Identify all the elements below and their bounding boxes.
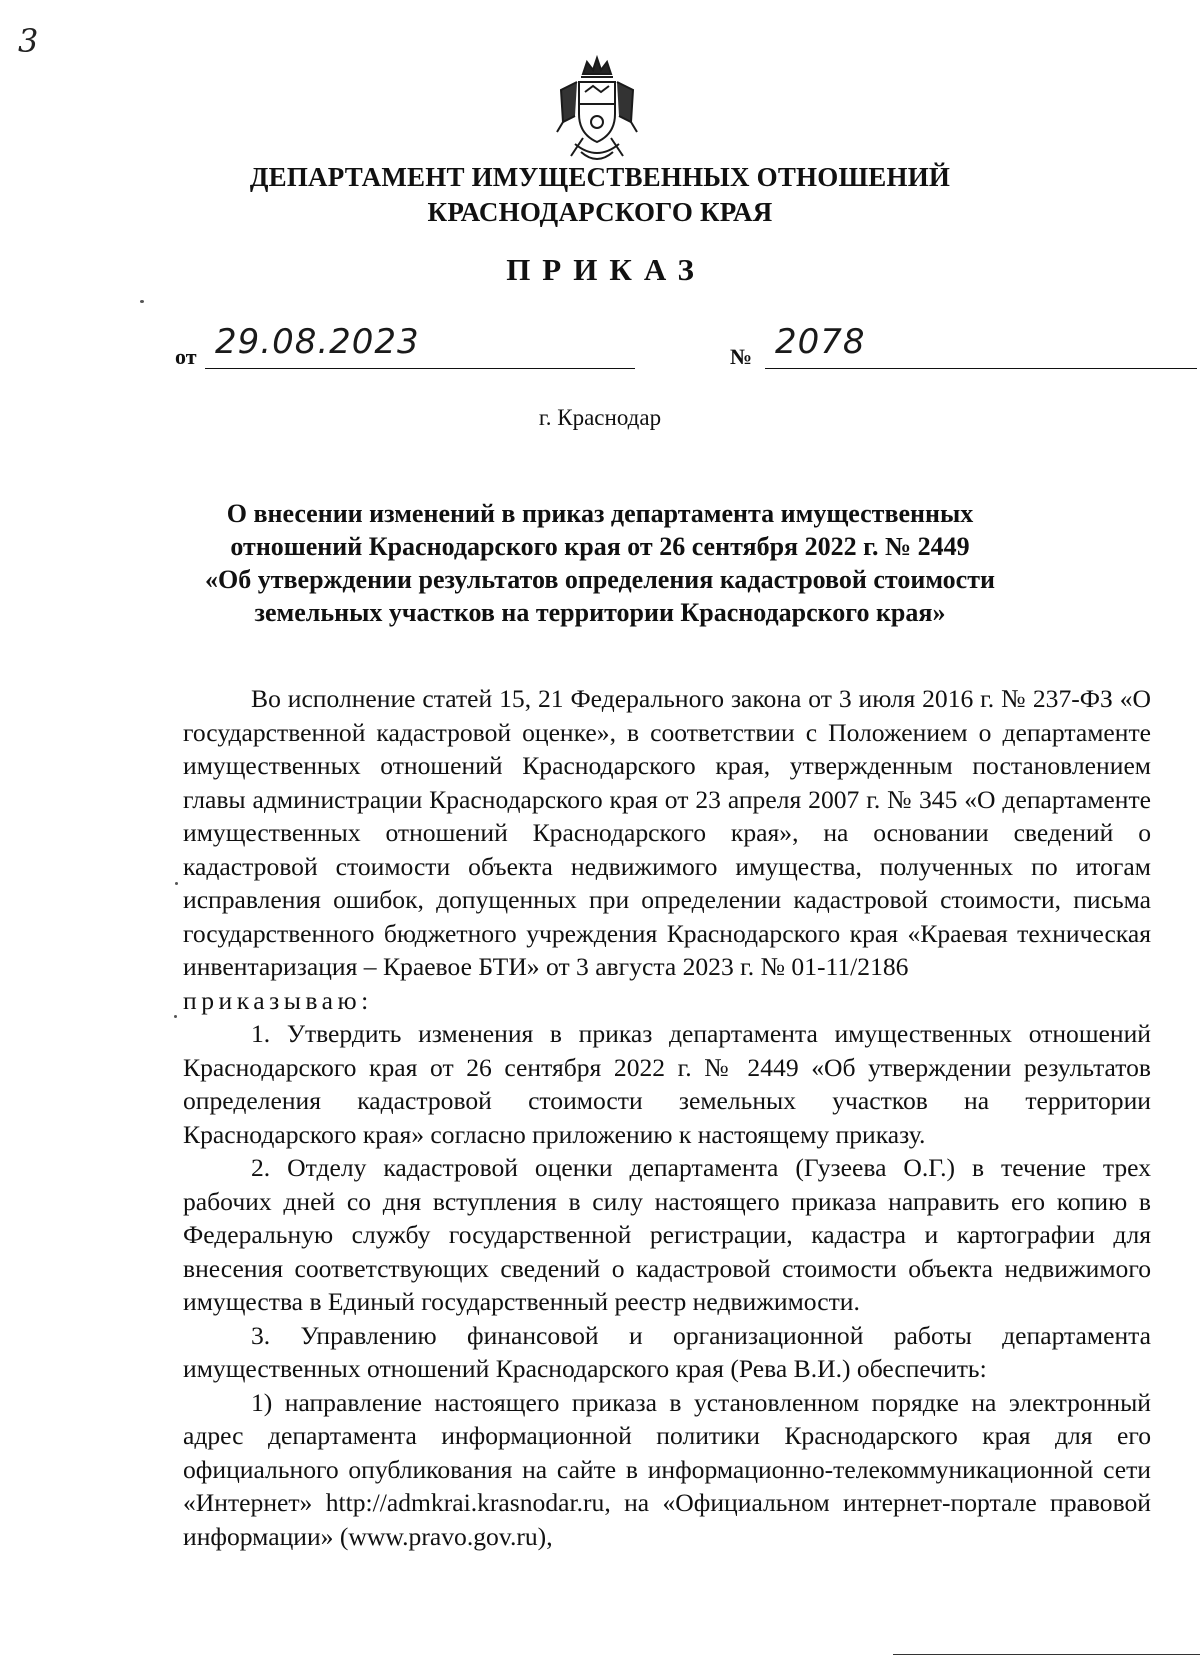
document-type-title: ПРИКАЗ (506, 252, 706, 287)
registration-row (175, 318, 1025, 370)
date-value-handwritten: 29.08.2023 (215, 322, 420, 362)
bottom-edge-line (893, 1654, 1200, 1655)
city-line: г. Краснодар (538, 405, 662, 430)
scan-speck (140, 300, 144, 303)
department-heading (0, 160, 1200, 230)
document-body (183, 682, 1151, 1553)
number-value-handwritten: 2078 (775, 322, 866, 362)
subject-heading (0, 497, 1200, 629)
subject-line-3: «Об утверждении результатов определения кадастровой стоимости (205, 565, 995, 594)
subject-line-4: земельных участков на территории Краснодарского края» (254, 598, 946, 627)
number-underline (765, 368, 1197, 369)
order-item-3-1: 1) направление настоящего приказа в установленном порядке на электронный адрес департамента информационной политики Краснодарского края для его официального опубликования на сайте в информационно-телекоммуникационной сети «Интернет» http://admkrai.krasnodar.ru, на «Официальном интернет-портале правовой информации» (www.pravo.gov.ru), (183, 1387, 1151, 1551)
subject-line-1: О внесении изменений в приказ департамента имущественных (226, 499, 974, 528)
page-number-handwritten: 3 (18, 22, 39, 60)
order-item-3: 3. Управлению финансовой и организационной работы департамента имущественных отношений Краснодарского края (Рева В.И.) обеспечить: (183, 1320, 1151, 1383)
preamble-paragraph: Во исполнение статей 15, 21 Федерального закона от 3 июля 2016 г. № 237-ФЗ «О государственной кадастровой оценке», в соответствии с Положением о департаменте имущественных отношений Краснодарского края, утвержденным постановлением главы администрации Краснодарского края от 23 апреля 2007 г. № 345 «О департаменте имущественных отношений Краснодарского края», на основании сведений о кадастровой стоимости объекта недвижимого имущества, полученных по итогам исправления ошибок, допущенных при определении кадастровой стоимости, письма государственного бюджетного учреждения Краснодарского края «Краевая техническая инвентаризация – Краевое БТИ» от 3 августа 2023 г. № 01-11/2186 (183, 684, 1151, 981)
date-label: от (175, 344, 197, 369)
order-word: приказываю: (183, 985, 373, 1015)
order-item-2: 2. Отделу кадастровой оценки департамента (Гузеева О.Г.) в течение трех рабочих дней со дня вступления в силу настоящего приказа направить его копию в Федеральную службу государственной регистрации, кадастра и картографии для внесения соответствующих сведений о кадастровой стоимости объекта недвижимого имущества в Единый государственный реестр недвижимости. (183, 1153, 1151, 1316)
coat-of-arms-icon (553, 52, 641, 168)
date-underline (205, 368, 635, 369)
number-label: № (730, 344, 753, 369)
department-line-1: ДЕПАРТАМЕНТ ИМУЩЕСТВЕННЫХ ОТНОШЕНИЙ (249, 162, 951, 192)
order-item-1: 1. Утвердить изменения в приказ департамента имущественных отношений Краснодарского края от 26 сентября 2022 г. № 2449 «Об утверждении результатов определения кадастровой стоимости земельных участков на территории Краснодарского края» согласно приложению к настоящему приказу. (183, 1019, 1151, 1149)
subject-line-2: отношений Краснодарского края от 26 сентября 2022 г. № 2449 (230, 532, 970, 561)
scan-speck (174, 1015, 177, 1018)
scan-speck (175, 882, 178, 885)
department-line-2: КРАСНОДАРСКОГО КРАЯ (427, 197, 773, 227)
